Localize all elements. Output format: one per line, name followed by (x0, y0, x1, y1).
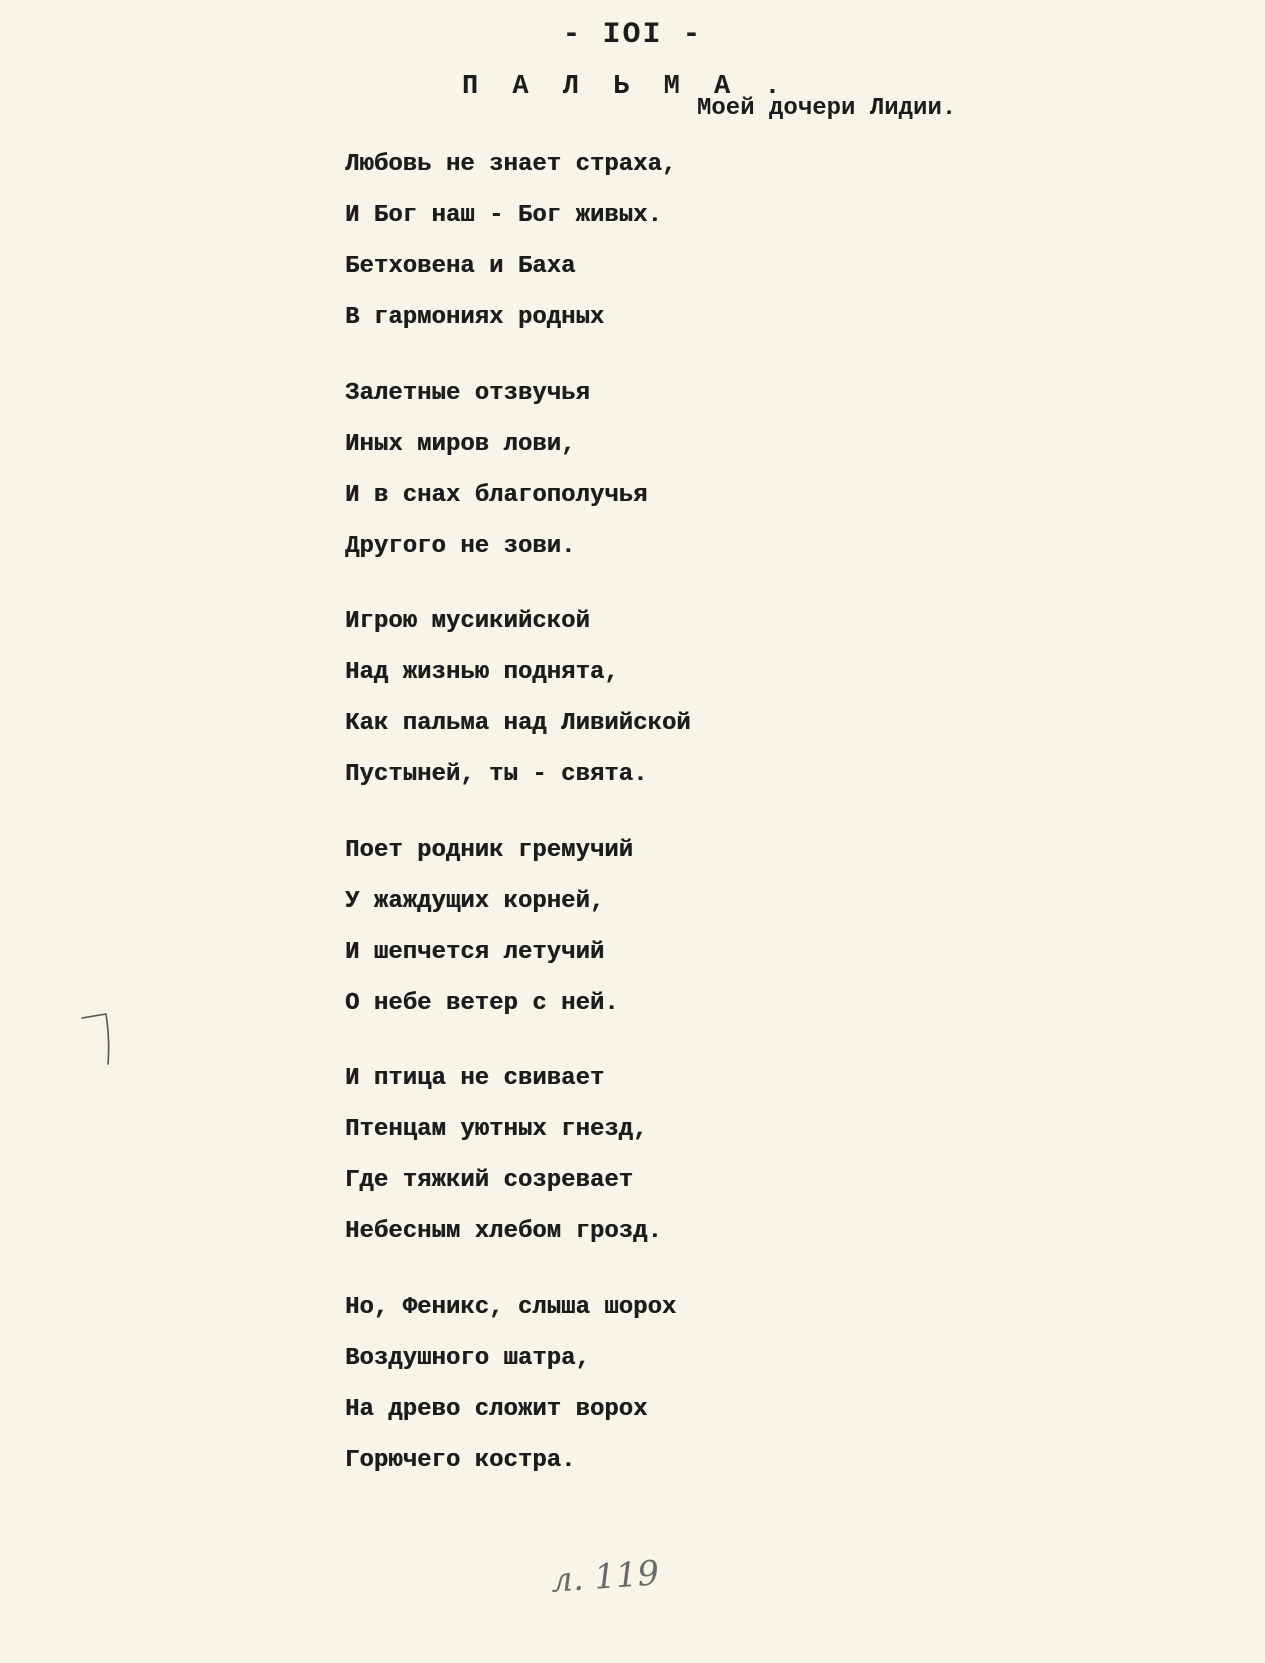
poem-line: И шепчется летучий (345, 939, 605, 966)
poem-line: Пустыней, ты - свята. (345, 761, 648, 788)
stanza-3 (345, 596, 691, 800)
poem-line: Залетные отзвучья (345, 380, 590, 407)
poem-line: Бетховена и Баха (345, 253, 576, 280)
poem-line: Другого не зови. (345, 533, 576, 560)
page-number: - IOI - (562, 18, 703, 52)
poem-line: Небесным хлебом грозд. (345, 1218, 662, 1245)
dedication: Моей дочери Лидии. (697, 95, 957, 122)
stanza-5 (345, 1053, 662, 1257)
poem-line: Любовь не знает страха, (345, 151, 677, 178)
poem-line: В гармониях родных (345, 304, 605, 331)
poem-line: Поет родник гремучий (345, 837, 634, 864)
poem-title: П А Л Ь М А . (462, 72, 790, 102)
poem-line: Над жизнью поднята, (345, 659, 619, 686)
poem-line: У жаждущих корней, (345, 888, 605, 915)
poem-line: Воздушного шатра, (345, 1345, 590, 1372)
stanza-6 (345, 1282, 676, 1486)
stanza-4 (345, 825, 633, 1029)
poem-line: Птенцам уютных гнезд, (345, 1116, 648, 1143)
stanza-1 (345, 139, 676, 343)
stanza-2 (345, 368, 647, 572)
poem-line: И в снах благополучья (345, 482, 648, 509)
poem-line: И Бог наш - Бог живых. (345, 202, 662, 229)
poem-line: Иных миров лови, (345, 431, 576, 458)
pencil-margin-mark-icon (80, 1010, 120, 1070)
poem-line: О небе ветер с ней. (345, 990, 619, 1017)
poem-line: И птица не свивает (345, 1065, 605, 1092)
poem-line: На древо сложит ворох (345, 1396, 648, 1423)
poem-line: Игрою мусикийской (345, 608, 590, 635)
poem-line: Но, Феникс, слыша шорох (345, 1294, 677, 1321)
poem-line: Горючего костра. (345, 1447, 576, 1474)
folio-note: л. 119 (549, 1553, 661, 1601)
poem-line: Как пальма над Ливийской (345, 710, 691, 737)
poem-line: Где тяжкий созревает (345, 1167, 634, 1194)
